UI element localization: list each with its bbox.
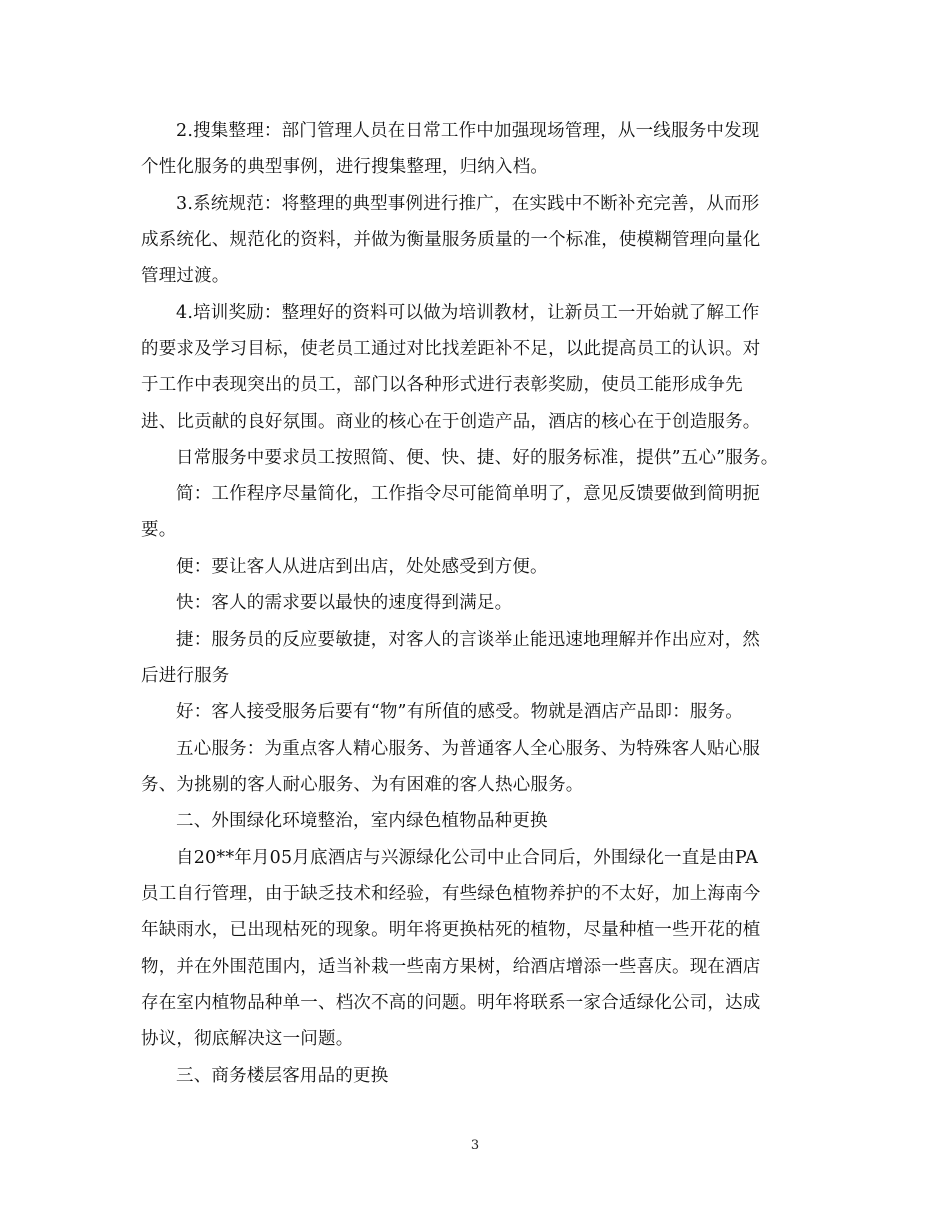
text-line: 员工自行管理，由于缺乏技术和经验，有些绿色植物养护的不太好，加上海南今 xyxy=(141,884,761,904)
text-line: 协议，彻底解决这一问题。 xyxy=(141,1029,354,1049)
text-line: 成系统化、规范化的资料，并做为衡量服务质量的一个标准，使模糊管理向量化 xyxy=(141,230,761,250)
text-line: 2.搜集整理：部门管理人员在日常工作中加强现场管理，从一线服务中发现 xyxy=(176,121,760,141)
text-line: 简：工作程序尽量简化，工作指令尽可能简单明了，意见反馈要做到简明扼 xyxy=(176,484,761,504)
text-line: 日常服务中要求员工按照简、便、快、捷、好的服务标准，提供”五心”服务。 xyxy=(176,448,779,468)
page-number: 3 xyxy=(470,1138,480,1153)
section-heading: 二、外围绿化环境整治，室内绿色植物品种更换 xyxy=(176,811,548,831)
text-line: 存在室内植物品种单一、档次不高的问题。明年将联系一家合适绿化公司，达成 xyxy=(141,993,761,1013)
text-line: 物，并在外围范围内，适当补栽一些南方果树，给酒店增添一些喜庆。现在酒店 xyxy=(141,957,761,977)
text-line: 要。 xyxy=(141,520,177,540)
text-line: 的要求及学习目标，使老员工通过对比找差距补不足，以此提高员工的认识。对 xyxy=(141,339,761,359)
text-line: 于工作中表现突出的员工，部门以各种形式进行表彰奖励，使员工能形成争先 xyxy=(141,375,743,395)
text-line: 好：客人接受服务后要有“物”有所值的感受。物就是酒店产品即：服务。 xyxy=(176,702,743,722)
text-line: 后进行服务 xyxy=(141,666,230,686)
text-line: 捷：服务员的反应要敏捷，对客人的言谈举止能迅速地理解并作出应对，然 xyxy=(176,630,761,650)
text-line: 快：客人的需求要以最快的速度得到满足。 xyxy=(176,593,513,613)
section-heading: 三、商务楼层客用品的更换 xyxy=(176,1066,389,1086)
text-line: 进、比贡献的良好氛围。商业的核心在于创造产品，酒店的核心在于创造服务。 xyxy=(141,412,761,432)
text-line: 五心服务：为重点客人精心服务、为普通客人全心服务、为特殊客人贴心服 xyxy=(176,739,761,759)
text-line: 4.培训奖励：整理好的资料可以做为培训教材，让新员工一开始就了解工作 xyxy=(176,303,760,323)
text-line: 务、为挑剔的客人耐心服务、为有困难的客人热心服务。 xyxy=(141,775,584,795)
text-line: 年缺雨水，已出现枯死的现象。明年将更换枯死的植物，尽量种植一些开花的植 xyxy=(141,920,761,940)
text-line: 管理过渡。 xyxy=(141,266,230,286)
text-line: 自20**年月05月底酒店与兴源绿化公司中止合同后，外围绿化一直是由PA xyxy=(176,848,759,868)
text-line: 3.系统规范：将整理的典型事例进行推广，在实践中不断补充完善，从而形 xyxy=(176,194,760,214)
text-line: 便：要让客人从进店到出店，处处感受到方便。 xyxy=(176,557,548,577)
text-line: 个性化服务的典型事例，进行搜集整理，归纳入档。 xyxy=(141,157,549,177)
